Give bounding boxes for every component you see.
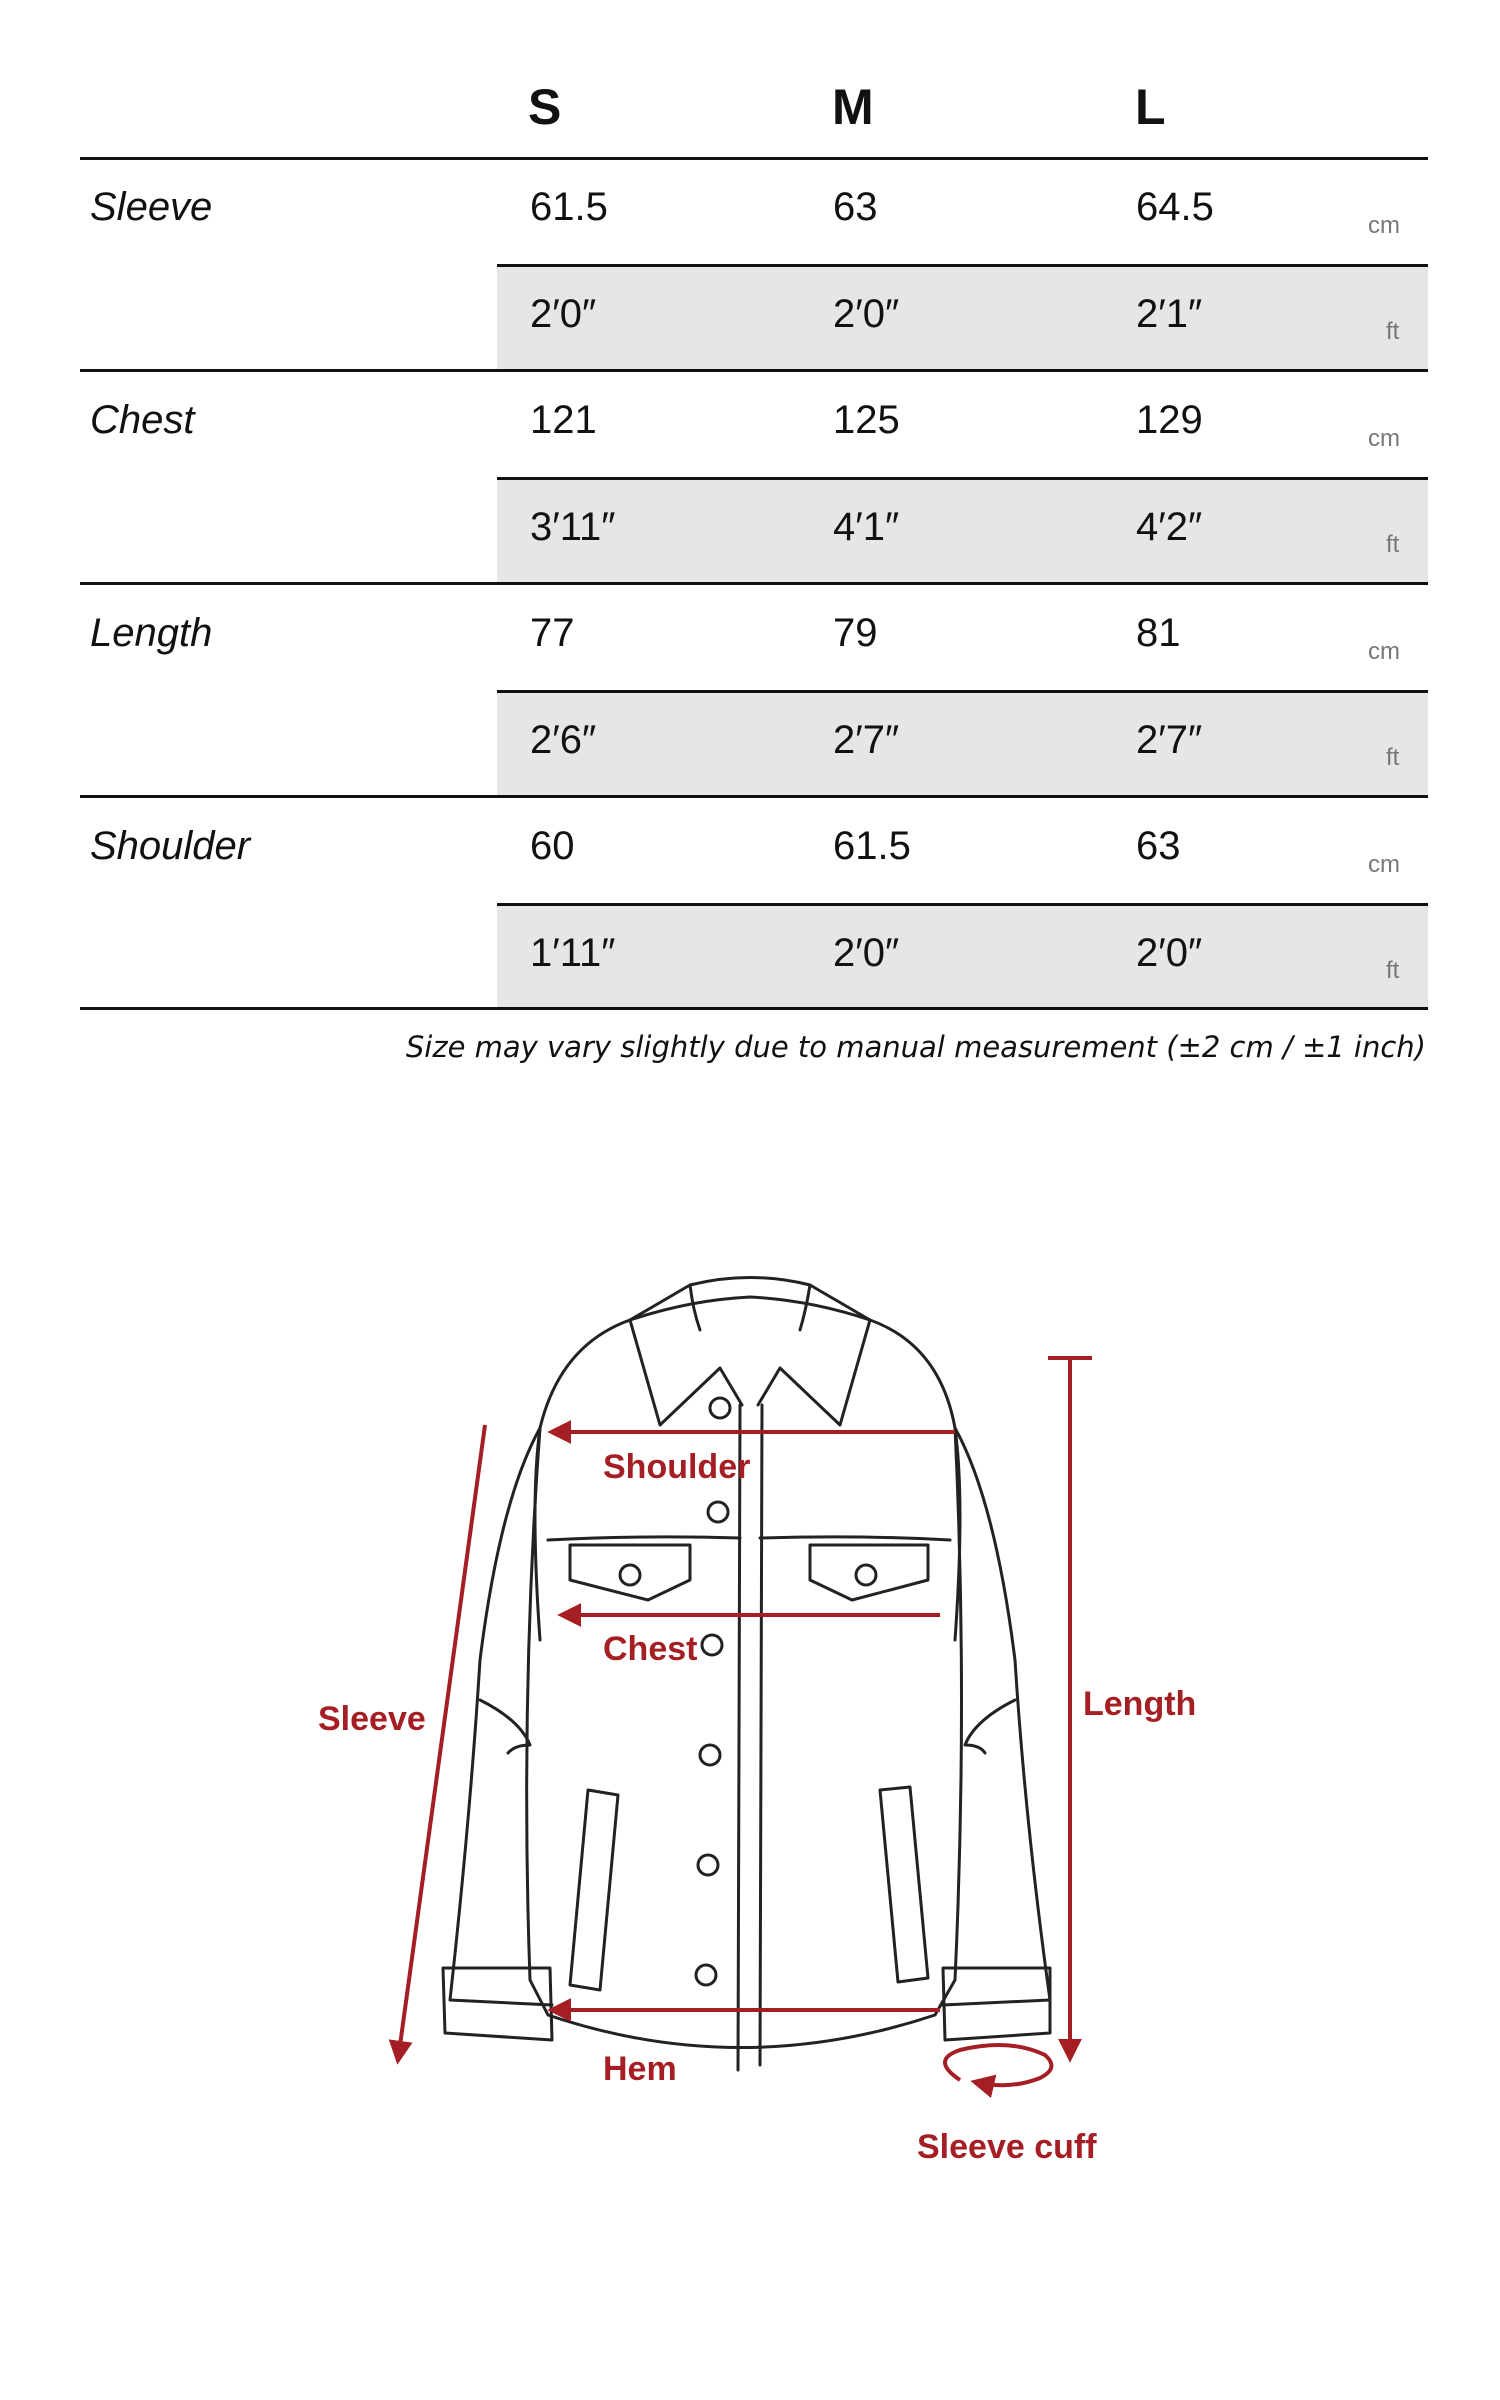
hem-label: Hem [603, 2050, 677, 2088]
button-icon [696, 1965, 716, 1985]
row-label-sleeve: Sleeve [90, 185, 213, 229]
button-icon [620, 1565, 640, 1585]
divider [80, 157, 1428, 160]
ft-row-bg [497, 479, 1428, 582]
sleeve-arrow [398, 1425, 485, 2060]
cell-sleeve-s-cm: 61.5 [530, 185, 608, 229]
divider [80, 1007, 1428, 1010]
button-icon [710, 1398, 730, 1418]
cell-sleeve-m-ft: 2′0″ [833, 292, 900, 336]
unit-ft: ft [1386, 318, 1400, 345]
jacket-buttons [620, 1398, 876, 1985]
unit-ft: ft [1386, 531, 1400, 558]
cell-length-s-cm: 77 [530, 611, 575, 655]
divider [80, 369, 1428, 372]
cell-length-s-ft: 2′6″ [530, 718, 597, 762]
button-icon [698, 1855, 718, 1875]
cell-chest-s-cm: 121 [530, 398, 597, 442]
cell-length-m-ft: 2′7″ [833, 718, 900, 762]
cell-shoulder-s-ft: 1′11″ [530, 931, 616, 975]
cell-sleeve-s-ft: 2′0″ [530, 292, 597, 336]
shoulder-label: Shoulder [603, 1448, 751, 1486]
cell-shoulder-m-ft: 2′0″ [833, 931, 900, 975]
sleeve-cuff-label: Sleeve cuff [917, 2128, 1097, 2166]
unit-cm: cm [1368, 638, 1400, 665]
divider [80, 795, 1428, 798]
cell-chest-l-ft: 4′2″ [1136, 505, 1203, 549]
cell-length-l-ft: 2′7″ [1136, 718, 1203, 762]
row-label-chest: Chest [90, 398, 195, 442]
size-l-header: L [1135, 79, 1166, 135]
unit-cm: cm [1368, 212, 1400, 239]
row-label-length: Length [90, 611, 213, 655]
row-label-shoulder: Shoulder [90, 824, 251, 868]
unit-ft: ft [1386, 744, 1400, 771]
cell-sleeve-m-cm: 63 [833, 185, 878, 229]
ft-row-bg [497, 692, 1428, 795]
cell-chest-s-ft: 3′11″ [530, 505, 616, 549]
size-header [0, 78, 1500, 148]
unit-ft: ft [1386, 957, 1400, 984]
cell-shoulder-l-ft: 2′0″ [1136, 931, 1203, 975]
jacket-outline [443, 1278, 1050, 2071]
cell-shoulder-m-cm: 61.5 [833, 824, 911, 868]
divider [497, 903, 1428, 906]
button-icon [700, 1745, 720, 1765]
cell-shoulder-s-cm: 60 [530, 824, 575, 868]
cell-sleeve-l-cm: 64.5 [1136, 185, 1214, 229]
button-icon [856, 1565, 876, 1585]
ft-row-bg [497, 905, 1428, 1008]
length-label: Length [1083, 1685, 1197, 1723]
cell-chest-l-cm: 129 [1136, 398, 1203, 442]
divider [497, 264, 1428, 267]
unit-cm: cm [1368, 851, 1400, 878]
cell-sleeve-l-ft: 2′1″ [1136, 292, 1203, 336]
measurement-note: Size may vary slightly due to manual measurement (±2 cm / ±1 inch) [405, 1030, 1426, 1064]
divider [497, 690, 1428, 693]
cell-length-l-cm: 81 [1136, 611, 1181, 655]
size-s-header: S [528, 79, 562, 135]
cell-chest-m-cm: 125 [833, 398, 900, 442]
divider [80, 582, 1428, 585]
jacket-measurement-diagram [0, 1200, 1500, 2200]
button-icon [702, 1635, 722, 1655]
cell-chest-m-ft: 4′1″ [833, 505, 900, 549]
sleeve-cuff-arrow [945, 2045, 1051, 2085]
size-m-header: M [832, 79, 874, 135]
chest-label: Chest [603, 1630, 698, 1668]
unit-cm: cm [1368, 425, 1400, 452]
cell-shoulder-l-cm: 63 [1136, 824, 1181, 868]
cell-length-m-cm: 79 [833, 611, 878, 655]
divider [497, 477, 1428, 480]
sleeve-label: Sleeve [318, 1700, 426, 1738]
button-icon [708, 1502, 728, 1522]
ft-row-bg [497, 266, 1428, 369]
